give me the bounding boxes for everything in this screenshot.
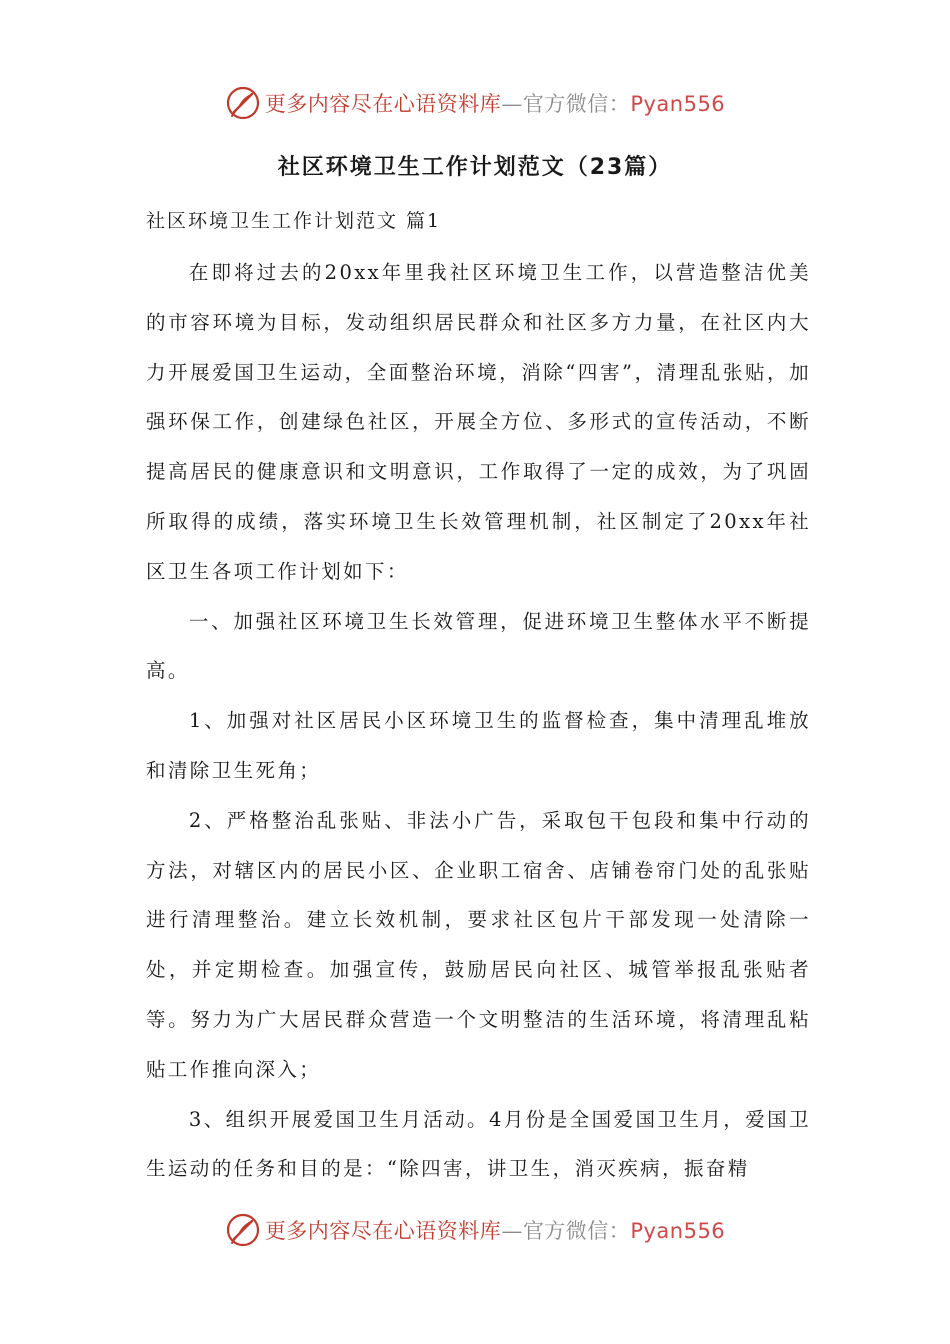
watermark-id: Pyan556 (630, 1219, 726, 1243)
paragraph: 一、加强社区环境卫生长效管理，促进环境卫生整体水平不断提高。 (146, 609, 811, 683)
document-body (146, 248, 811, 1194)
document-title: 社区环境卫生工作计划范文（23篇） (277, 155, 673, 180)
quill-logo-icon (225, 1212, 261, 1248)
paragraph: 在即将过去的20xx年里我社区环境卫生工作，以营造整洁优美的市容环境为目标，发动组织居民群众和社区多方力量，在社区内大力开展爱国卫生运动，全面整治环境，消除“四害”，清理乱张贴，加强环保工作，创建绿色社区，开展全方位、多形式的宣传活动，不断提高居民的健康意识和文明意识，工作取得了一定的成效，为了巩固所取得的成绩，落实环境卫生长效管理机制，社区制定了20xx年社区卫生各项工作计划如下： (146, 261, 811, 583)
watermark-sub: 官方微信： (522, 1219, 631, 1243)
watermark-main: 更多内容尽在心语资料库 (264, 1219, 502, 1243)
watermark-id: Pyan556 (630, 92, 726, 116)
watermark-sub: 官方微信： (522, 92, 631, 116)
watermark-text (265, 88, 725, 118)
watermark-separator: — (501, 1219, 523, 1243)
document-subtitle: 社区环境卫生工作计划范文 篇1 (146, 210, 442, 232)
watermark-header (0, 83, 950, 123)
watermark-main: 更多内容尽在心语资料库 (264, 92, 502, 116)
paragraph: 2、严格整治乱张贴、非法小广告，采取包干包段和集中行动的方法，对辖区内的居民小区、企业职工宿舍、店铺卷帘门处的乱张贴进行清理整治。建立长效机制，要求社区包片干部发现一处清除一处，并定期检查。加强宣传，鼓励居民向社区、城管举报乱张贴者等。努力为广大居民群众营造一个文明整洁的生活环境，将清理乱粘贴工作推向深入； (146, 808, 811, 1081)
watermark-separator: — (501, 92, 523, 116)
quill-logo-icon (225, 85, 261, 121)
watermark-text (265, 1215, 725, 1245)
watermark-footer (0, 1210, 950, 1250)
paragraph: 3、组织开展爱国卫生月活动。4月份是全国爱国卫生月，爱国卫生运动的任务和目的是：“除四害，讲卫生，消灭疾病，振奋精 (146, 1107, 811, 1181)
paragraph: 1、加强对社区居民小区环境卫生的监督检查，集中清理乱堆放和清除卫生死角； (146, 709, 811, 782)
